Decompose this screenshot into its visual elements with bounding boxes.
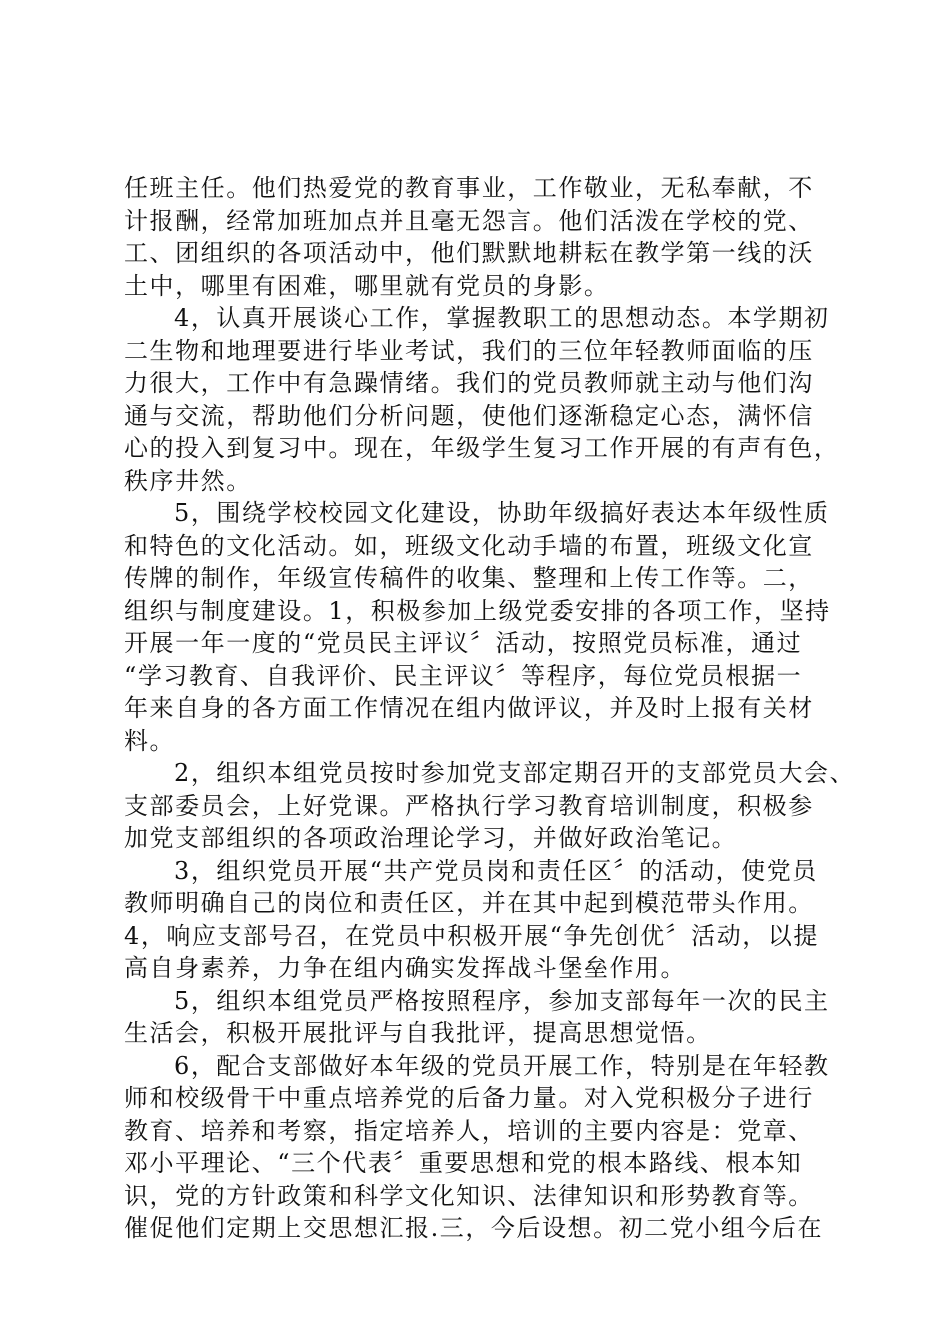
text-line: 开展一年一度的“党员民主评议〞活动，按照党员标准，通过 (124, 629, 803, 657)
paragraph-first-line: 3，组织党员开展“共产党员岗和责任区〞的活动，使党员 (174, 856, 818, 885)
text-line: 邓小平理论、“三个代表〞重要思想和党的根本路线、根本知 (124, 1149, 803, 1177)
text-line: 催促他们定期上交思想汇报.三，今后设想。初二党小组今后在 (124, 1214, 824, 1242)
text-line: 识，党的方针政策和科学文化知识、法律知识和形势教育等。 (124, 1181, 814, 1210)
text-line: 土中，哪里有困难，哪里就有党员的身影。 (124, 271, 610, 300)
document-body (124, 172, 856, 1245)
text-line: 师和校级骨干中重点培养党的后备力量。对入党积极分子进行 (124, 1084, 814, 1112)
text-line: 力很大，工作中有急躁情绪。我们的党员教师就主动与他们沟 (124, 369, 814, 397)
text-line: 心的投入到复习中。现在，年级学生复习工作开展的有声有色， (124, 434, 840, 462)
text-line: 4，响应支部号召，在党员中积极开展“争先创优〞活动，以提 (124, 921, 819, 950)
text-line: “学习教育、自我评价、民主评议〞等程序，每位党员根据一 (124, 661, 803, 690)
paragraph-first-line: 5，组织本组党员严格按照程序，参加支部每年一次的民主 (174, 986, 830, 1015)
text-line: 和特色的文化活动。如，班级文化动手墙的布置，班级文化宣 (124, 531, 814, 560)
paragraph-first-line: 6，配合支部做好本年级的党员开展工作，特别是在年轻教 (174, 1051, 830, 1080)
paragraph-first-line: 2，组织本组党员按时参加党支部定期召开的支部党员大会、 (174, 759, 856, 787)
text-line: 工、团组织的各项活动中，他们默默地耕耘在教学第一线的沃 (124, 239, 814, 267)
text-line: 年来自身的各方面工作情况在组内做评议，并及时上报有关材 (124, 694, 814, 722)
text-line: 教育、培养和考察，指定培养人，培训的主要内容是：党章、 (124, 1116, 814, 1145)
paragraph-first-line: 4，认真开展谈心工作，掌握教职工的思想动态。本学期初 (174, 304, 830, 332)
text-line: 通与交流，帮助他们分析问题，使他们逐渐稳定心态，满怀信 (124, 401, 814, 430)
text-line: 加党支部组织的各项政治理论学习，并做好政治笔记。 (124, 824, 738, 852)
text-line: 生活会，积极开展批评与自我批评，提高思想觉悟。 (124, 1019, 712, 1047)
text-line: 组织与制度建设。1，积极参加上级党委安排的各项工作，坚持 (124, 596, 831, 625)
text-line: 高自身素养，力争在组内确实发挥战斗堡垒作用。 (124, 954, 687, 982)
text-line: 料。 (124, 726, 176, 755)
text-line: 传牌的制作，年级宣传稿件的收集、整理和上传工作等。二， (124, 564, 814, 592)
text-line: 支部委员会，上好党课。严格执行学习教育培训制度，积极参 (124, 791, 814, 820)
text-line: 计报酬，经常加班加点并且毫无怨言。他们活泼在学校的党、 (124, 206, 814, 235)
text-line: 教师明确自己的岗位和责任区，并在其中起到模范带头作用。 (124, 889, 814, 917)
paragraph-first-line: 5，围绕学校校园文化建设，协助年级搞好表达本年级性质 (174, 499, 830, 527)
text-line: 二生物和地理要进行毕业考试，我们的三位年轻教师面临的压 (124, 336, 814, 365)
text-line: 任班主任。他们热爱党的教育事业，工作敬业，无私奉献，不 (124, 174, 814, 202)
text-line: 秩序井然。 (124, 466, 252, 495)
